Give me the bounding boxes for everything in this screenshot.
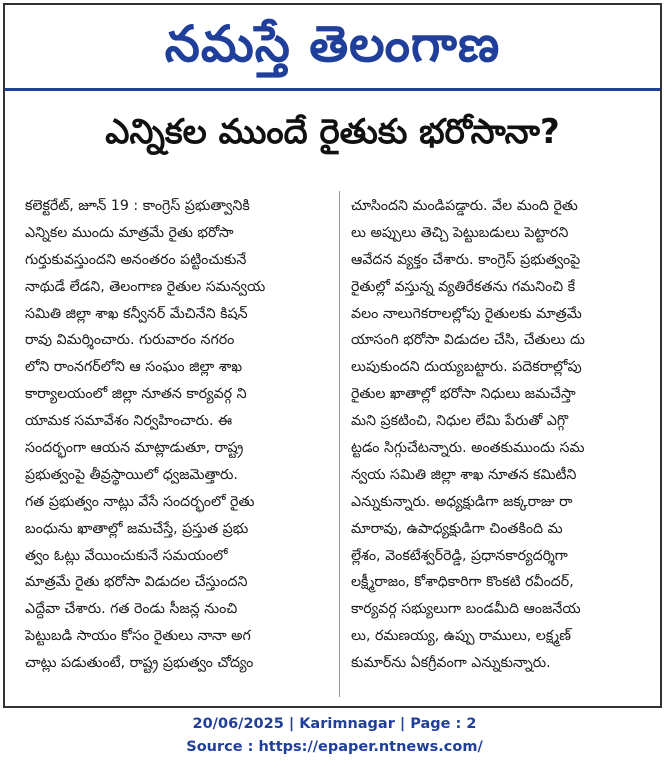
newspaper-masthead: నమస్తే తెలంగాణ — [164, 15, 501, 73]
article-line: వలం నాలుగెకరాలల్లోపు రైతులకు మాత్రమే — [351, 305, 582, 322]
article-line: పెట్టుబడి సాయం కోసం రైతులు నానా అగ — [25, 628, 251, 645]
article-column-right — [351, 193, 651, 677]
article-line: ఎన్నికల ముందు మాత్రమే రైతు భరోసా — [25, 224, 234, 241]
news-clipping-frame — [3, 3, 662, 708]
article-line: నాథుడే లేడని, తెలంగాణ రైతుల సమన్వయ — [25, 278, 266, 295]
article-line: రావు విమర్శించారు. గురువారం నగరం — [25, 332, 235, 349]
column-divider — [339, 191, 340, 697]
article-line: లక్ష్మీరాజం, కోశాధికారిగా కొంకటి రవీందర్, — [351, 574, 574, 591]
article-line: చూసిందని మండిపడ్డారు. వేల మంది రైతు — [351, 198, 578, 214]
article-line: మాత్రమే రైతు భరోసా విడుదల చేస్తుందని — [25, 574, 248, 591]
article-line: యాసంగి భరోసా విడుదల చేసి, చేతులు దు — [351, 332, 585, 349]
article-line: కుమార్‌ను ఏకగ్రీవంగా ఎన్నుకున్నారు. — [351, 655, 551, 672]
publication-info: 20/06/2025 | Karimnagar | Page : 2 — [192, 716, 477, 732]
article-line: లు, రమణయ్య, ఉప్పు రాములు, లక్ష్మణ్ — [351, 628, 571, 645]
article-line: గుర్తుకువస్తుందని అనంతరం పట్టించుకునే — [25, 251, 247, 268]
article-line: లోని రాంనగర్‌లోని ఆ సంఘం జిల్లా శాఖ — [25, 359, 243, 376]
article-line: కార్యవర్గ సభ్యులుగా బండమీది ఆంజనేయ — [351, 601, 581, 618]
article-line: మని ప్రకటించి, నిధుల లేమి పేరుతో ఎగ్గొ — [351, 413, 569, 430]
article-line: బంధును ఖాతాల్లో జమచేస్తే, ప్రస్తుత ప్రభు — [25, 520, 249, 537]
masthead-rule — [5, 88, 660, 91]
article-line: యామక సమావేశం నిర్వహించారు. ఈ — [25, 413, 233, 430]
article-line: త్వం ఓట్లు వేయించుకునే సమయంలో — [25, 547, 228, 564]
article-line: ల్లేశం, వెంకటేశ్వర్‌రెడ్డి, ప్రధానకార్యదర్శిగా — [351, 547, 568, 564]
article-line: కార్యాలయంలో జిల్లా నూతన కార్యవర్గ ని — [25, 386, 247, 403]
article-line: ఎన్నుకున్నారు. అధ్యక్షుడిగా జక్కరాజు రా — [351, 493, 573, 510]
source-link[interactable]: Source : https://epaper.ntnews.com/ — [186, 739, 483, 755]
article-line: సందర్భంగా ఆయన మాట్లాడుతూ, రాష్ట్ర — [25, 440, 244, 457]
article-line: న్వయ సమితి జిల్లా శాఖ నూతన కమిటీని — [351, 466, 577, 483]
article-line: ప్రభుత్వంపై తీవ్రస్థాయిలో ధ్వజమెత్తారు. — [25, 466, 238, 483]
article-headline: ఎన్నికల ముందే రైతుకు భరోసానా? — [105, 112, 560, 152]
article-line: రైతుల ఖాతాల్లో భరోసా నిధులు జమచేస్తా — [351, 386, 576, 403]
article-line: లు అప్పులు తెచ్చి పెట్టుబడులు పెట్టారని — [351, 224, 569, 241]
article-line: రైతుల్లో వస్తున్న వ్యతిరేకతను గమనించి కే — [351, 278, 576, 295]
article-line: సమితి జిల్లా శాఖ కన్వీనర్ మేచినేని కిషన్ — [25, 305, 248, 322]
article-line: మారావు, ఉపాధ్యక్షుడిగా చింతకింది మ — [351, 520, 563, 537]
article-column-left — [25, 193, 331, 677]
article-line: ఎద్దేవా చేశారు. గత రెండు సీజన్ల నుంచి — [25, 601, 238, 618]
article-line: ఆవేదన వ్యక్తం చేశారు. కాంగ్రెస్ ప్రభుత్వంపై — [351, 251, 581, 268]
article-line: గత ప్రభుత్వం నాట్లు వేసే సందర్భంలో రైతు — [25, 493, 255, 510]
article-line: లుపుకుందని దుయ్యబట్టారు. పదెకరాల్లోపు — [351, 359, 582, 376]
article-line: ట్టడం సిగ్గుచేటన్నారు. అంతకుముందు సమ — [351, 440, 585, 457]
article-line: చాట్లు పడుతుంటే, రాష్ట్ర ప్రభుత్వం చోద్యం — [25, 655, 254, 672]
article-line: కలెక్టరేట్, జూన్ 19 : కాంగ్రెస్ ప్రభుత్వానికి — [25, 198, 250, 214]
